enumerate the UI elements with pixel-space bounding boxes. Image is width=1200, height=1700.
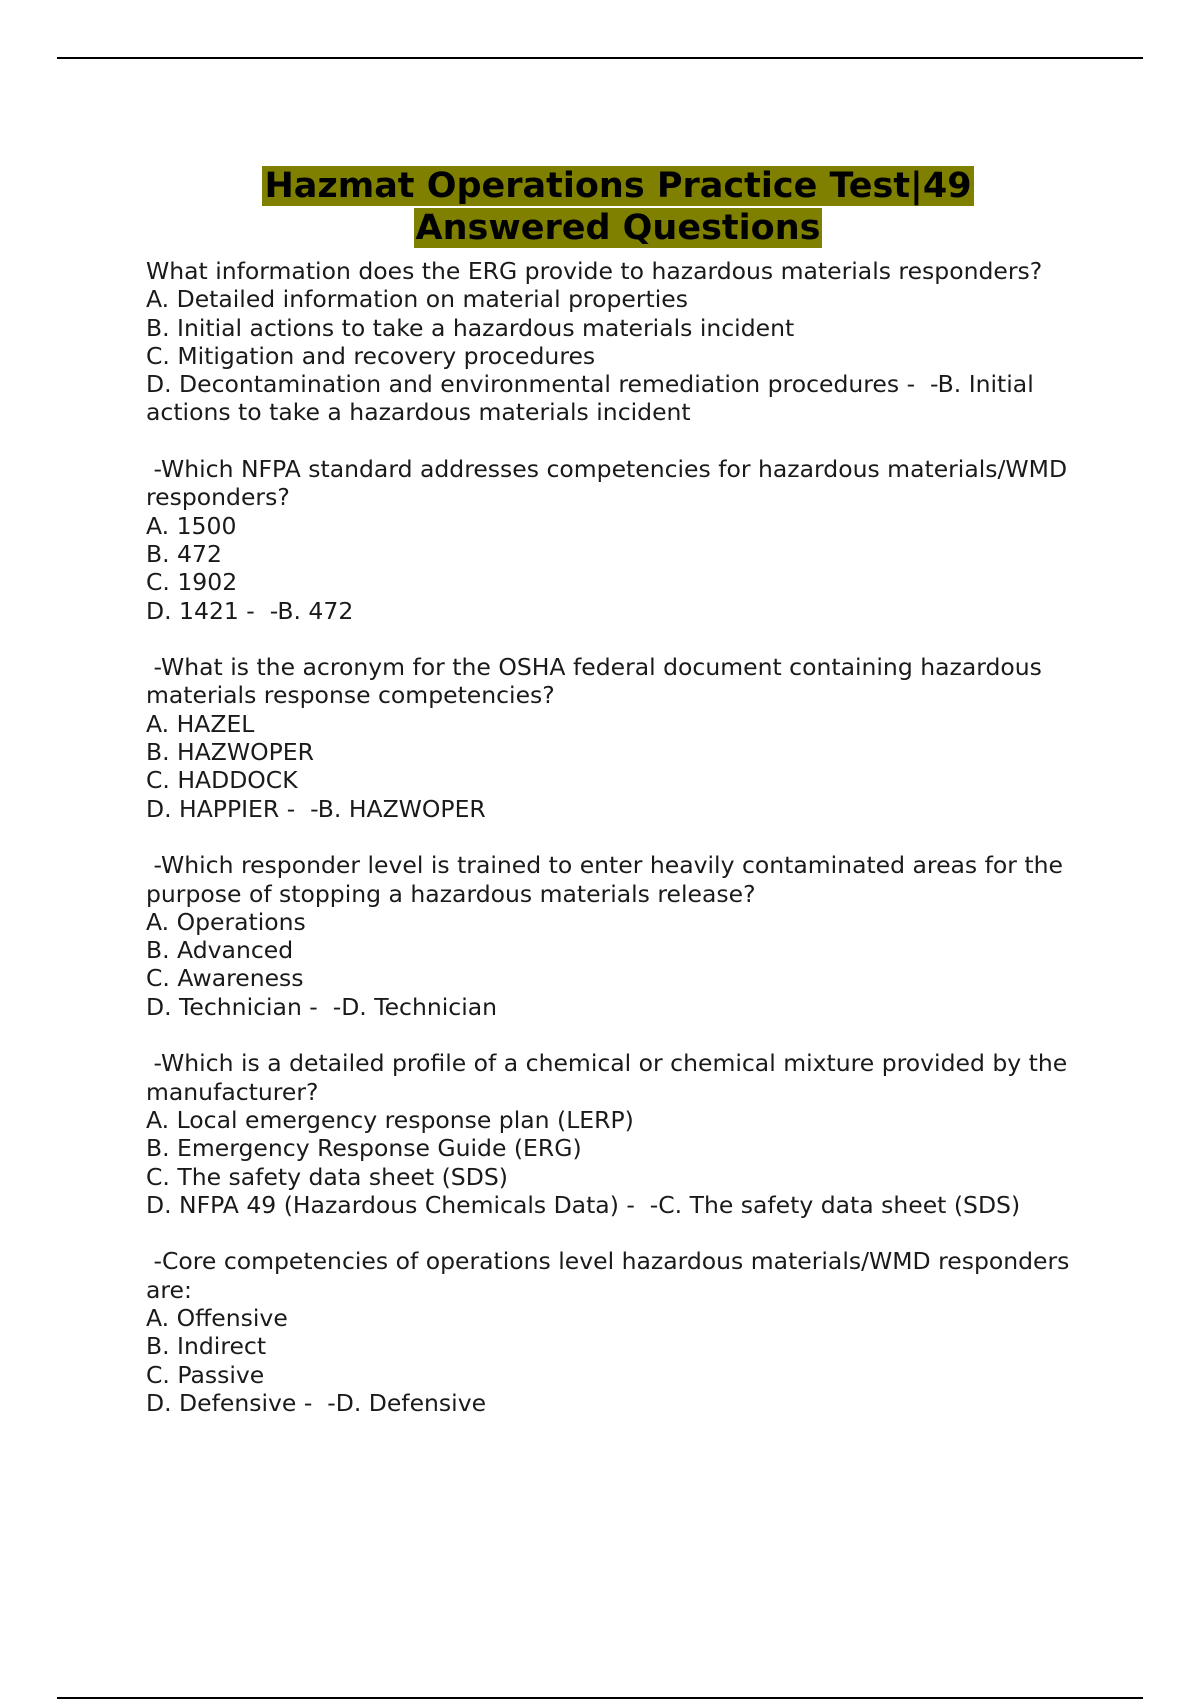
option-b: B. Advanced: [146, 936, 294, 965]
option-c: C. Passive: [146, 1360, 265, 1389]
option-b: B. HAZWOPER: [146, 738, 314, 767]
question-block: [146, 1247, 1086, 1417]
question-block: [146, 851, 1086, 1021]
option-a: A. Local emergency response plan (LERP): [146, 1105, 634, 1134]
option-d-answer: D. Defensive - -D. Defensive: [146, 1388, 487, 1417]
question-text: What information does the ERG provide to hazardous materials responders?: [146, 257, 1043, 285]
question-list: [146, 257, 1086, 1445]
option-d-answer: D. HAPPIER - -B. HAZWOPER: [146, 794, 486, 823]
option-d-answer: D. Decontamination and environmental remediation procedures - -B. Initial actions to take a hazardous materials incident: [146, 370, 1042, 427]
question-block: [146, 1049, 1086, 1219]
option-d-answer: D. NFPA 49 (Hazardous Chemicals Data) - -C. The safety data sheet (SDS): [146, 1190, 1021, 1219]
question-text: -Core competencies of operations level hazardous materials/WMD responders are:: [146, 1247, 1077, 1304]
option-c: C. The safety data sheet (SDS): [146, 1162, 508, 1191]
option-c: C. Awareness: [146, 964, 304, 993]
header-rule: [57, 57, 1143, 59]
option-b: B. Initial actions to take a hazardous materials incident: [146, 313, 795, 342]
question-block: [146, 455, 1086, 625]
question-text: -Which is a detailed profile of a chemical or chemical mixture provided by the manufacturer?: [146, 1049, 1075, 1106]
option-c: C. Mitigation and recovery procedures: [146, 341, 596, 370]
option-d-answer: D. Technician - -D. Technician: [146, 992, 498, 1021]
option-c: C. 1902: [146, 568, 238, 597]
title-line-2: Answered Questions: [415, 208, 821, 249]
option-a: A. Offensive: [146, 1303, 288, 1332]
question-text: -Which responder level is trained to enter heavily contaminated areas for the purpose of stopping a hazardous materials release?: [146, 851, 1071, 908]
document-title: [0, 165, 1200, 249]
option-a: A. 1500: [146, 511, 237, 540]
option-c: C. HADDOCK: [146, 766, 298, 795]
option-a: A. Detailed information on material properties: [146, 285, 688, 314]
question-text: -What is the acronym for the OSHA federal document containing hazardous materials response competencies?: [146, 653, 1050, 710]
footer-rule: [57, 1697, 1143, 1699]
question-block: [146, 653, 1086, 823]
option-a: A. Operations: [146, 907, 306, 936]
question-block: [146, 257, 1086, 427]
question-text: -Which NFPA standard addresses competencies for hazardous materials/WMD responders?: [146, 455, 1075, 512]
option-d-answer: D. 1421 - -B. 472: [146, 596, 354, 625]
option-b: B. Indirect: [146, 1332, 267, 1361]
title-line-1: Hazmat Operations Practice Test|49: [264, 166, 972, 207]
option-b: B. 472: [146, 539, 222, 568]
option-a: A. HAZEL: [146, 709, 255, 738]
option-b: B. Emergency Response Guide (ERG): [146, 1134, 582, 1163]
